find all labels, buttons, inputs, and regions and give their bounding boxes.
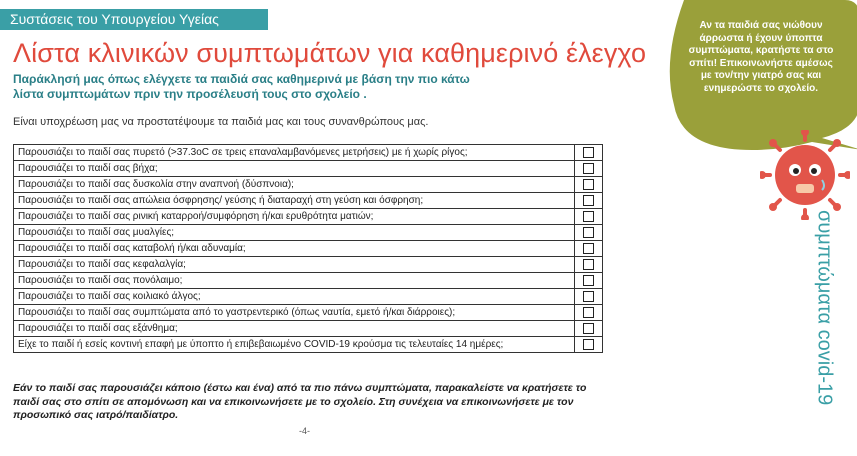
symptom-question: Παρουσιάζει το παιδί σας συμπτώματα από το γαστρεντερικό (όπως ναυτία, εμετό ή/και διάρροιες); (14, 305, 575, 321)
checkbox-cell (575, 193, 603, 209)
checkbox-cell (575, 161, 603, 177)
symptom-checkbox[interactable] (583, 291, 594, 302)
checklist-row (14, 241, 603, 257)
symptom-question: Παρουσιάζει το παιδί σας δυσκολία στην αναπνοή (δύσπνοια); (14, 177, 575, 193)
symptom-checkbox[interactable] (583, 163, 594, 174)
symptom-question: Είχε το παιδί ή εσείς κοντινή επαφή με ύποπτο ή επιβεβαιωμένο COVID-19 κρούσμα τις τελευταίες 14 ημέρες; (14, 337, 575, 353)
checklist-row (14, 145, 603, 161)
symptom-checkbox[interactable] (583, 195, 594, 206)
symptom-question: Παρουσιάζει το παιδί σας καταβολή ή/και αδυναμία; (14, 241, 575, 257)
symptom-question: Παρουσιάζει το παιδί σας πονόλαιμο; (14, 273, 575, 289)
checklist-row (14, 321, 603, 337)
symptom-checkbox[interactable] (583, 339, 594, 350)
checkbox-cell (575, 273, 603, 289)
checklist-row (14, 209, 603, 225)
checklist-row (14, 257, 603, 273)
symptom-checkbox[interactable] (583, 307, 594, 318)
checklist-row (14, 305, 603, 321)
bubble-message: Αν τα παιδιά σας νιώθουν άρρωστα ή έχουν ύποπτα συμπτώματα, κρατήστε τα στο σπίτι! Επικοινωνήστε αμέσως με τον/την γιατρό σας και ενημερώστε το σχολείο. (688, 20, 834, 94)
page-title: Λίστα κλινικών συμπτωμάτων για καθημερινό έλεγχο (13, 38, 647, 68)
checklist-row (14, 225, 603, 241)
subtitle: Παράκλησή μας όπως ελέγχετε τα παιδιά σας καθημερινά με βάση την πιο κάτω λίστα συμπτωμάτων πριν την προσέλευσή τους στο σχολείο . (13, 72, 470, 101)
checklist-row (14, 337, 603, 353)
side-label: συμπτώματα covid-19 (813, 210, 836, 406)
checkbox-cell (575, 225, 603, 241)
footnote: Εάν το παιδί σας παρουσιάζει κάποιο (έστω και ένα) από τα πιο πάνω συμπτώματα, παρακαλείστε να κρατήσετε το παιδί σας στο σπίτι σε απομόνωση και να επικοινωνήσετε με το σχολείο. Στη συνέχεια να επικοινωνήσετε με τον προσωπικό σας ιατρό/παιδίατρο. (13, 382, 587, 421)
symptom-question: Παρουσιάζει το παιδί σας μυαλγίες; (14, 225, 575, 241)
checkbox-cell (575, 145, 603, 161)
symptom-checkbox[interactable] (583, 147, 594, 158)
intro-text: Είναι υποχρέωση μας να προστατέψουμε τα παιδιά μας και τους συνανθρώπους μας. (13, 116, 429, 128)
symptom-checkbox[interactable] (583, 259, 594, 270)
checkbox-cell (575, 337, 603, 353)
symptom-checkbox[interactable] (583, 211, 594, 222)
symptom-question: Παρουσιάζει το παιδί σας πυρετό (>37.3oC σε τρεις επαναλαμβανόμενες μετρήσεις) με ή χωρίς ρίγος; (14, 145, 575, 161)
symptom-checklist (13, 144, 603, 353)
checkbox-cell (575, 177, 603, 193)
symptom-checkbox[interactable] (583, 227, 594, 238)
virus-mascot-icon (760, 130, 850, 220)
checkbox-cell (575, 209, 603, 225)
symptom-checkbox[interactable] (583, 243, 594, 254)
header-banner: Συστάσεις του Υπουργείου Υγείας (0, 9, 268, 30)
symptom-question: Παρουσιάζει το παιδί σας κεφαλαλγία; (14, 257, 575, 273)
checkbox-cell (575, 321, 603, 337)
checklist-row (14, 273, 603, 289)
symptom-question: Παρουσιάζει το παιδί σας κοιλιακό άλγος; (14, 289, 575, 305)
symptom-checkbox[interactable] (583, 275, 594, 286)
checklist-row (14, 177, 603, 193)
symptom-checkbox[interactable] (583, 179, 594, 190)
checkbox-cell (575, 289, 603, 305)
checklist-row (14, 289, 603, 305)
page-number: -4- (299, 426, 310, 436)
checklist-row (14, 161, 603, 177)
symptom-question: Παρουσιάζει το παιδί σας βήχα; (14, 161, 575, 177)
checkbox-cell (575, 241, 603, 257)
symptom-checkbox[interactable] (583, 323, 594, 334)
checkbox-cell (575, 257, 603, 273)
checklist-row (14, 193, 603, 209)
checkbox-cell (575, 305, 603, 321)
symptom-question: Παρουσιάζει το παιδί σας εξάνθημα; (14, 321, 575, 337)
symptom-question: Παρουσιάζει το παιδί σας απώλεια όσφρησης/ γεύσης ή διαταραχή στη γεύση και όσφρηση; (14, 193, 575, 209)
symptom-question: Παρουσιάζει το παιδί σας ρινική καταρροή/συμφόρηση ή/και ερυθρότητα ματιών; (14, 209, 575, 225)
